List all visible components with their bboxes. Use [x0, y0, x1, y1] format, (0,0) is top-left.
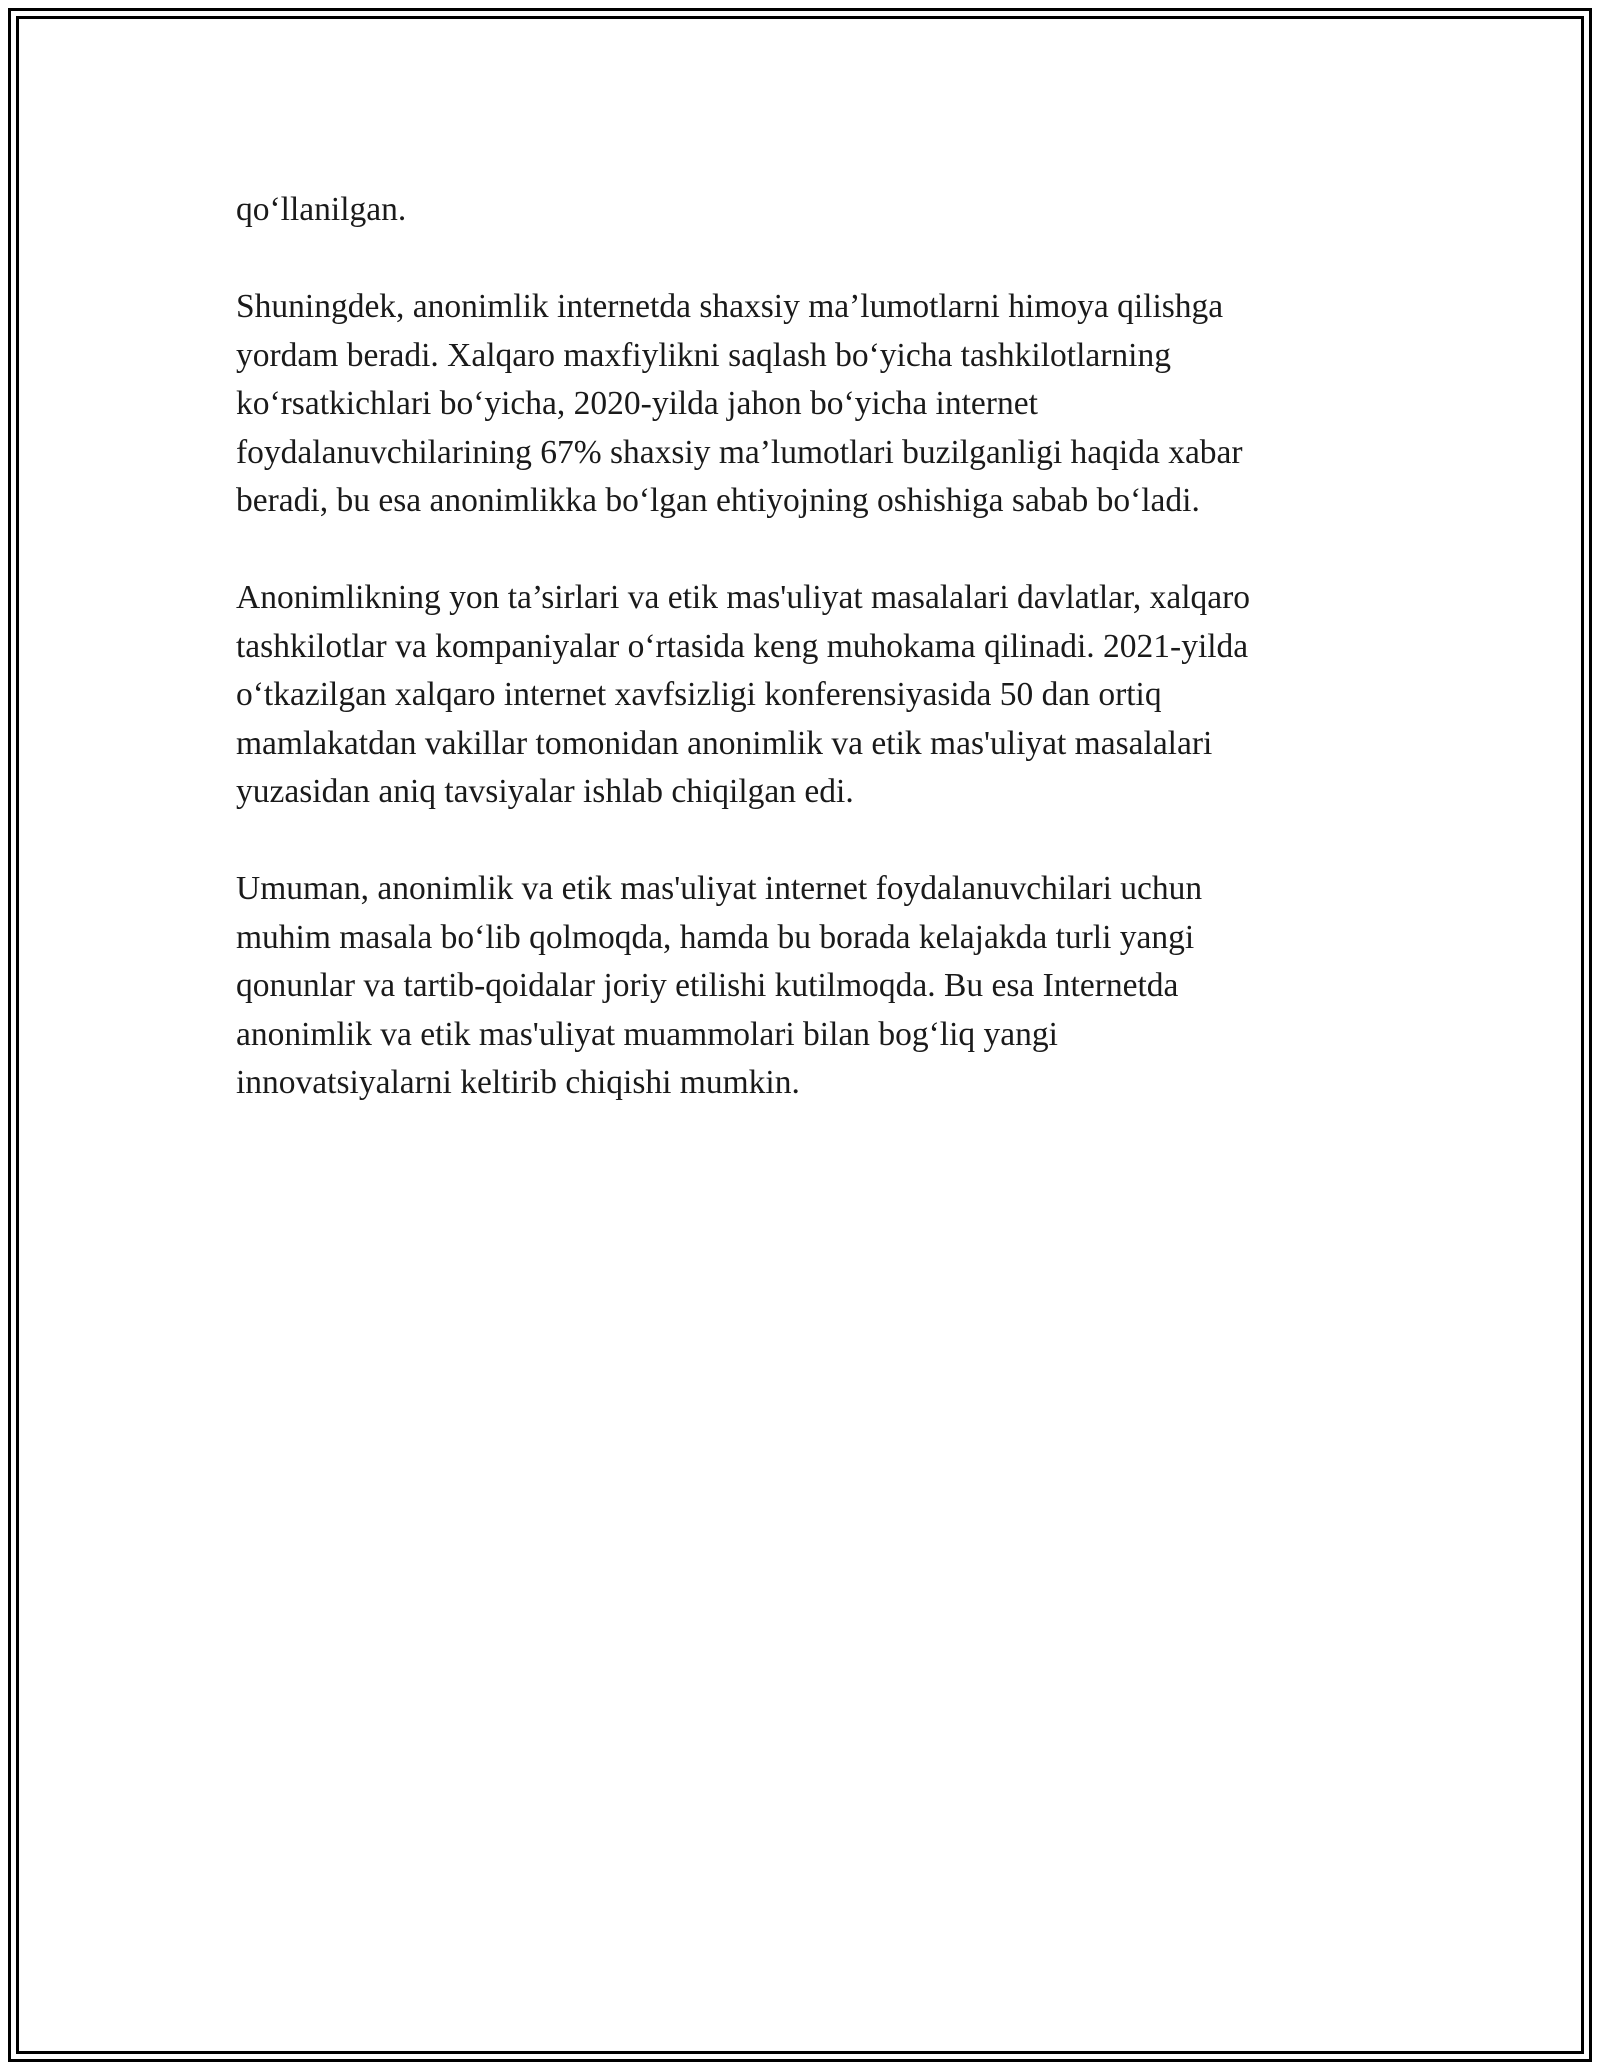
paragraph-continuation: qo‘llanilgan.: [236, 191, 407, 228]
paragraph-side-effects: Anonimlikning yon ta’sirlari va etik mas'uliyat masalalari davlatlar, xalqaro tashkilotlar va kompaniyalar o‘rtasida keng muhokama qilinadi. 2021-yilda o‘tkazilgan xalqaro internet xavfsizligi konferensiyasida 50 dan ortiq mamlakatdan vakillar tomonidan anonimlik va etik mas'uliyat masalalari yuzasidan aniq tavsiyalar ishlab chiqilgan edi.: [236, 579, 1251, 810]
paragraph-privacy-protection: Shuningdek, anonimlik internetda shaxsiy ma’lumotlarni himoya qilishga yordam beradi. Xalqaro maxfiylikni saqlash bo‘yicha tashkilotlarning ko‘rsatkichlari bo‘yicha, 2020-yilda jahon bo‘yicha internet foydalanuvchilarining 67% shaxsiy ma’lumotlari buzilganligi haqida xabar beradi, bu esa anonimlikka bo‘lgan ehtiyojning oshishiga sabab bo‘ladi.: [236, 288, 1243, 519]
paragraph-conclusion: Umuman, anonimlik va etik mas'uliyat internet foydalanuvchilari uchun muhim masala bo‘lib qolmoqda, hamda bu borada kelajakda turli yangi qonunlar va tartib-qoidalar joriy etilishi kutilmoqda. Bu esa Internetda anonimlik va etik mas'uliyat muammolari bilan bog‘liq yangi innovatsiyalarni keltirib chiqishi mumkin.: [236, 870, 1203, 1101]
document-body: [236, 186, 1366, 1156]
